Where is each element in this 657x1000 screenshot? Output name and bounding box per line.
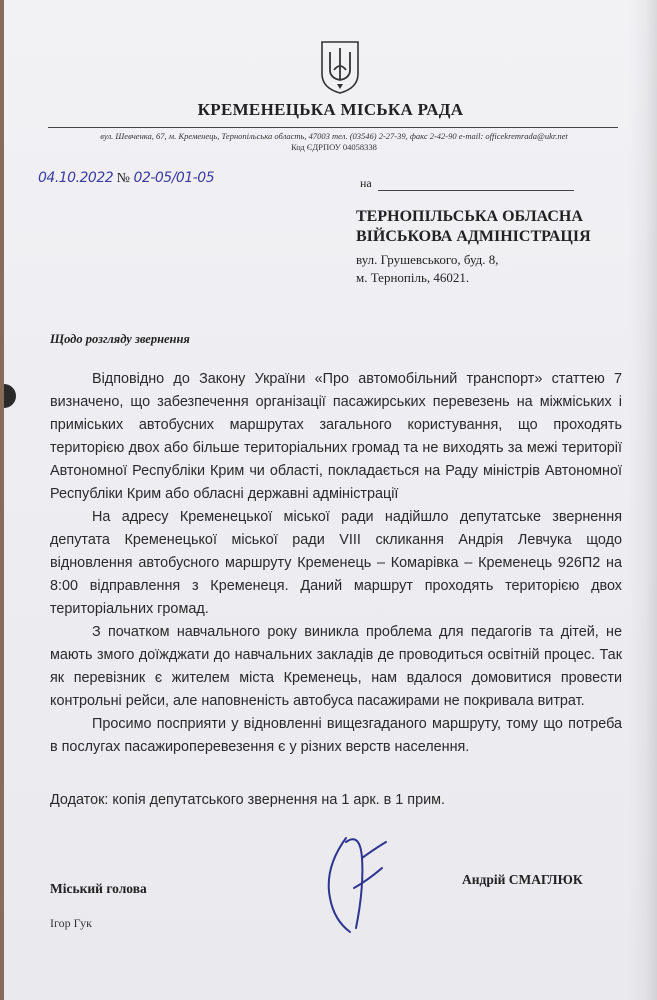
recipient-city: м. Тернопіль, 46021. (356, 270, 470, 285)
attachment-note: Додаток: копія депутатського звернення на 1 арк. в 1 прим. (50, 792, 446, 808)
paper-stack-edge (629, 0, 657, 1000)
edrpou-code: Код ЄДРПОУ 04058338 (291, 142, 377, 152)
to-label: на (360, 176, 372, 190)
council-address: вул. Шевченка, 67, м. Кременець, Тернопільська область, 47003 тел. (03546) 2-27-39, факс 2-42-90 e-mail: officekremrada@ukr.net (100, 131, 568, 141)
recipient-street: вул. Грушевського, буд. 8, (356, 252, 499, 267)
registration-number: 02-05/01-05 (133, 170, 215, 186)
trident-coat-of-arms-icon (320, 40, 360, 94)
mayor-title: Міський голова (50, 881, 147, 896)
body-paragraph-1: Відповідно до Закону України «Про автомобільний транспорт» статтею 7 визначено, що забезпечення організації пасажирських перевезень на міжміських і приміських автобусних маршрутах загального користування, що проходять територією двох або більше територіальних громад та не виходять за межі території Автономної Республіки Крим чи області, покладається на Раду міністрів Автономної Республіки Крим або обласні державні адміністрації (50, 371, 622, 502)
letter-subject: Щодо розгляду звернення (50, 332, 190, 346)
binder-hole (4, 384, 16, 408)
header-rule (48, 127, 618, 128)
handwritten-signature-icon (316, 828, 396, 938)
registration-date: 04.10.2022 (38, 170, 114, 186)
body-paragraph-3: З початком навчального року виникла проблема для педагогів та дітей, не мають змого доїжджати до навчальних закладів де проводиться освітній процес. Так як перевізник є жителем міста Кременець, нам вдалося домовитися провести контрольні рейси, але наповненість автобуса пасажирами не покривала витрат. (50, 624, 622, 709)
letter-body (50, 368, 622, 759)
executor-name: Ігор Гук (50, 916, 92, 930)
mayor-name: Андрій СМАГЛЮК (462, 872, 583, 887)
recipient-address (356, 251, 499, 287)
recipient-name (356, 207, 591, 247)
council-name: КРЕМЕНЕЦЬКА МІСЬКА РАДА (197, 100, 464, 119)
body-paragraph-4: Просимо посприяти у відновленні вищезгаданого маршруту, тому що потреба в послугах пасажироперевезення є у різних верств населення. (50, 716, 622, 755)
recipient-line-1: ТЕРНОПІЛЬСЬКА ОБЛАСНА (356, 208, 583, 225)
registration-line (38, 170, 214, 187)
number-label: № (116, 171, 131, 186)
recipient-line-2: ВІЙСЬКОВА АДМІНІСТРАЦІЯ (356, 228, 591, 245)
letter-page (4, 0, 657, 1000)
to-line (378, 190, 574, 191)
body-paragraph-2: На адресу Кременецької міської ради надійшло депутатське звернення депутата Кременецької міської ради VIII скликання Андрія Левчука щодо відновлення автобусного маршруту Кременець – Комарівка – Кременець 926П2 на 8:00 відправлення з Кременеця. Даний маршрут проходять територією двох територіальних громад. (50, 509, 622, 617)
